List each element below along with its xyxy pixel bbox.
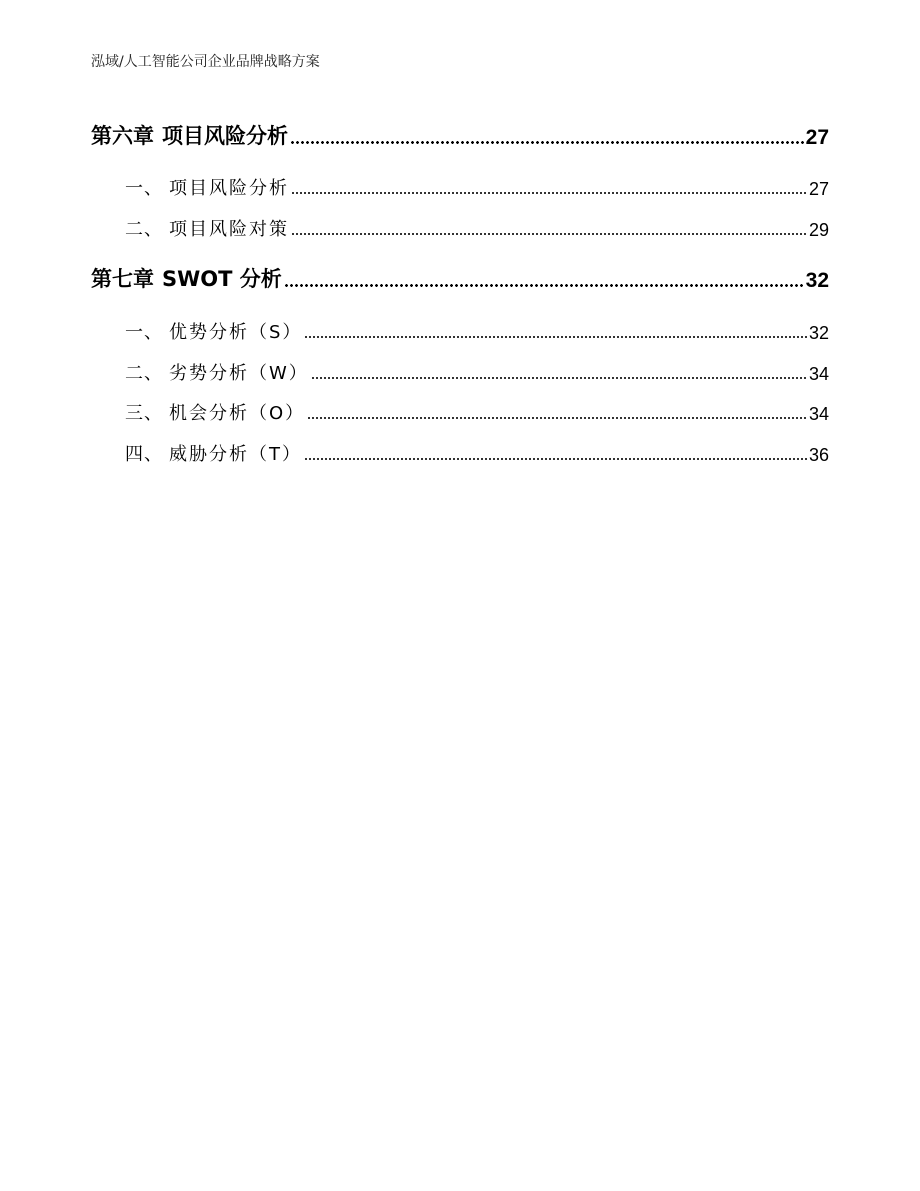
toc-section-7-1[interactable] xyxy=(125,318,829,344)
toc-dot-leader xyxy=(304,457,807,461)
toc-chapter-6[interactable] xyxy=(91,122,829,150)
toc-section-title: 优势分析（S） xyxy=(169,322,303,343)
toc-section-7-4[interactable] xyxy=(125,440,829,466)
toc-dot-leader xyxy=(284,283,804,288)
toc-section-6-1[interactable] xyxy=(125,174,829,200)
toc-section-title: 劣势分析（W） xyxy=(169,363,309,384)
toc-dot-leader xyxy=(291,232,807,236)
toc-section-number: 二、 xyxy=(125,363,163,384)
toc-section-6-2[interactable] xyxy=(125,215,829,241)
toc-page-number: 34 xyxy=(808,364,829,384)
toc-section-number: 四、 xyxy=(125,444,163,465)
toc-dot-leader xyxy=(291,191,807,195)
toc-chapter-number: 第六章 xyxy=(91,124,154,148)
toc-section-title: 项目风险对策 xyxy=(169,219,289,240)
toc-page-number: 32 xyxy=(808,323,829,343)
toc-section-title: 机会分析（O） xyxy=(169,403,306,424)
toc-page-number: 27 xyxy=(808,179,829,199)
toc-section-number: 一、 xyxy=(125,322,163,343)
toc-page-number: 27 xyxy=(805,126,829,149)
toc-dot-leader xyxy=(307,416,807,420)
toc-page-number: 34 xyxy=(808,404,829,424)
toc-dot-leader xyxy=(311,376,807,380)
toc-chapter-number: 第七章 xyxy=(91,267,154,291)
toc-section-title: 威胁分析（T） xyxy=(169,444,302,465)
toc-page-number: 29 xyxy=(808,220,829,240)
toc-chapter-7[interactable] xyxy=(91,265,829,293)
toc-section-number: 一、 xyxy=(125,178,163,199)
toc-chapter-title: SWOT 分析 xyxy=(162,267,282,291)
toc-page-number: 36 xyxy=(808,445,829,465)
page-header: 泓域/人工智能公司企业品牌战略方案 xyxy=(91,54,320,70)
toc-section-number: 三、 xyxy=(125,403,163,424)
toc-dot-leader xyxy=(304,335,807,339)
toc-section-title: 项目风险分析 xyxy=(169,178,289,199)
toc-chapter-title: 项目风险分析 xyxy=(162,124,288,148)
toc-section-number: 二、 xyxy=(125,219,163,240)
header-rule xyxy=(91,78,829,79)
toc-section-7-2[interactable] xyxy=(125,359,829,385)
toc-page-number: 32 xyxy=(805,269,829,292)
toc-section-7-3[interactable] xyxy=(125,399,829,425)
toc-dot-leader xyxy=(290,140,804,145)
